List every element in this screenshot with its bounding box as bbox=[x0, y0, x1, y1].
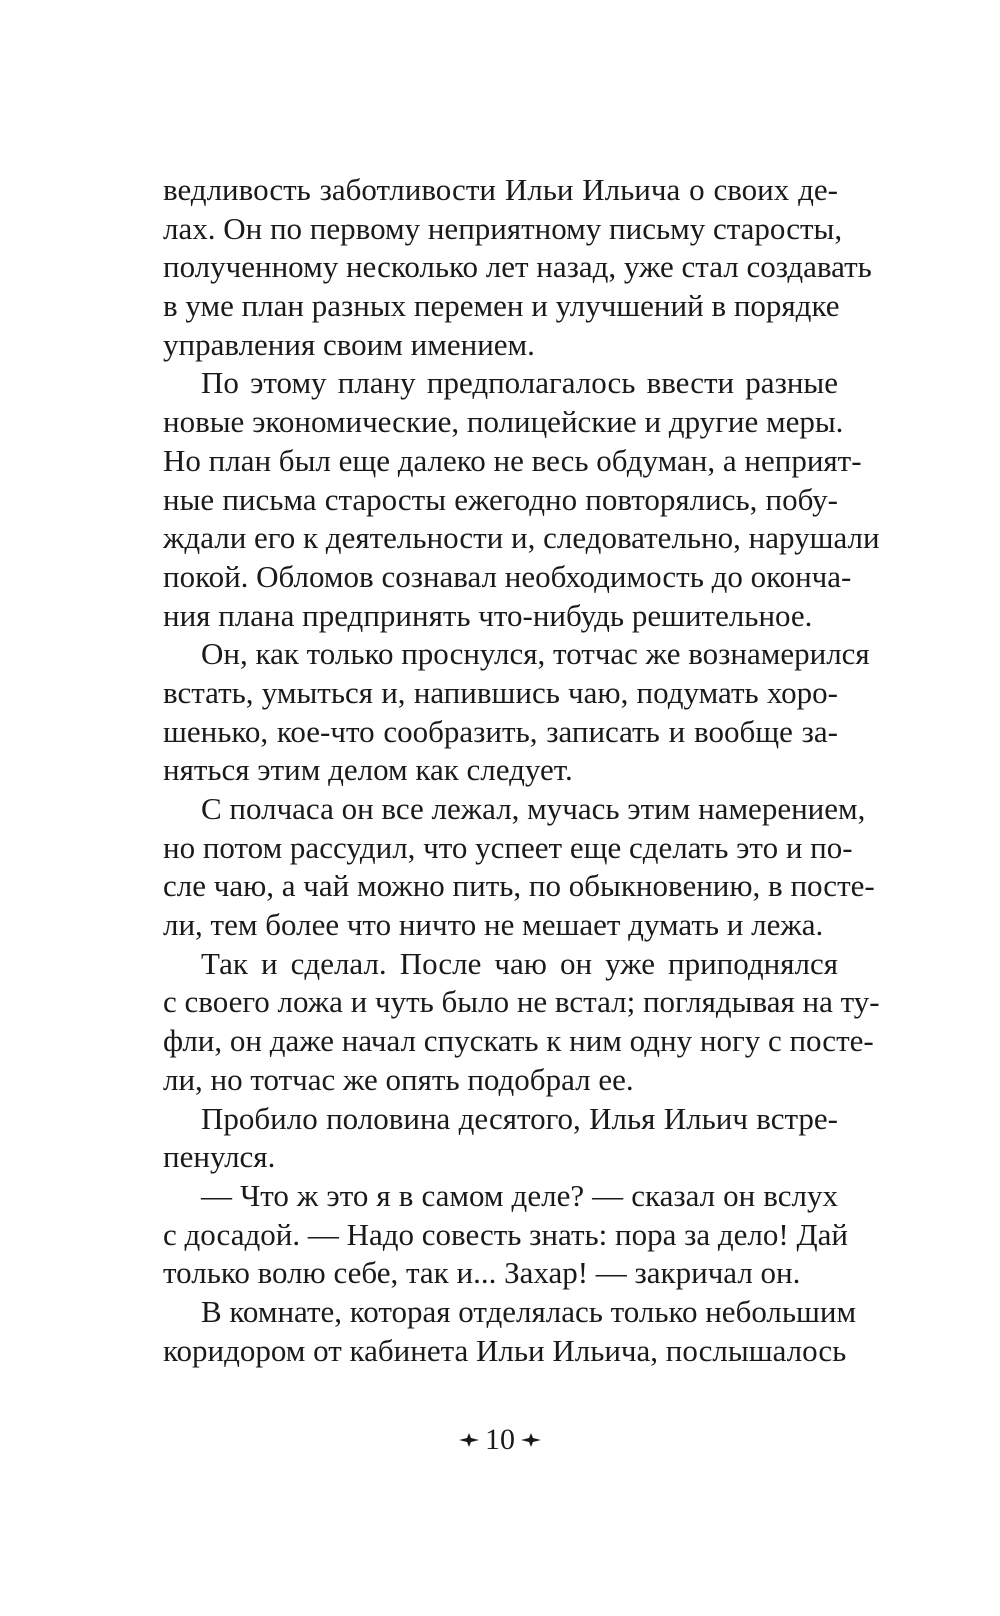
text-line: Он, как только проснулся, тотчас же вознамерился bbox=[201, 636, 870, 672]
text-line: лах. Он по первому неприятному письму старосты, bbox=[163, 210, 843, 246]
text-line: Но план был еще далеко не весь обдуман, а неприят- bbox=[163, 442, 862, 478]
text-line: ведливость заботливости Ильи Ильича о своих де- bbox=[163, 172, 838, 207]
text-line: ждали его к деятельности и, следовательно, нарушали bbox=[163, 520, 880, 556]
text-line: По этому плану предполагалось ввести разные bbox=[201, 365, 838, 401]
text-line: в уме план разных перемен и улучшений в порядке bbox=[163, 288, 840, 324]
text-line: пенулся. bbox=[163, 1139, 276, 1175]
text-line: В комнате, которая отделялась только небольшим bbox=[201, 1293, 857, 1329]
page-number-footer bbox=[0, 1418, 1000, 1460]
text-line: шенько, кое-что сообразить, записать и вообще за- bbox=[163, 713, 838, 749]
text-line: покой. Обломов сознавал необходимость до оконча- bbox=[163, 558, 852, 594]
text-line: няться этим делом как следует. bbox=[163, 752, 573, 788]
text-line: встать, умыться и, напившись чаю, подумать хоро- bbox=[163, 674, 838, 710]
page-number: 10 bbox=[485, 1423, 515, 1457]
text-line: ли, тем более что ничто не мешает думать и лежа. bbox=[163, 907, 824, 943]
text-line: с досадой. — Надо совесть знать: пора за дело! Дай bbox=[163, 1216, 848, 1252]
left-ornament-icon bbox=[459, 1418, 479, 1458]
text-line: — Что ж это я в самом деле? — сказал он вслух bbox=[201, 1177, 838, 1213]
text-line: Пробило половина десятого, Илья Ильич встре- bbox=[201, 1100, 838, 1136]
page-body-text bbox=[163, 171, 880, 1370]
text-line: только волю себе, так и... Захар! — закричал он. bbox=[163, 1255, 801, 1291]
text-line: ли, но тотчас же опять подобрал ее. bbox=[163, 1061, 634, 1097]
text-line: но потом рассудил, что успеет еще сделать это и по- bbox=[163, 829, 853, 865]
text-line: ния плана предпринять что-нибудь решительное. bbox=[163, 597, 813, 633]
text-line: новые экономические, полицейские и другие меры. bbox=[163, 404, 844, 440]
right-ornament-icon bbox=[521, 1418, 541, 1458]
text-line: с своего ложа и чуть было не встал; поглядывая на ту- bbox=[163, 984, 880, 1020]
text-line: полученному несколько лет назад, уже стал создавать bbox=[163, 249, 872, 285]
text-line: фли, он даже начал спускать к ним одну ногу с посте- bbox=[163, 1023, 874, 1059]
text-line: Так и сделал. После чаю он уже приподнялся bbox=[201, 945, 838, 981]
text-line: сле чаю, а чай можно пить, по обыкновению, в посте- bbox=[163, 868, 875, 904]
text-line: С полчаса он все лежал, мучась этим намерением, bbox=[201, 791, 866, 826]
text-line: управления своим имением. bbox=[163, 326, 535, 362]
text-line: ные письма старосты ежегодно повторялись, побу- bbox=[163, 481, 838, 517]
text-line: коридором от кабинета Ильи Ильича, послышалось bbox=[163, 1332, 847, 1368]
